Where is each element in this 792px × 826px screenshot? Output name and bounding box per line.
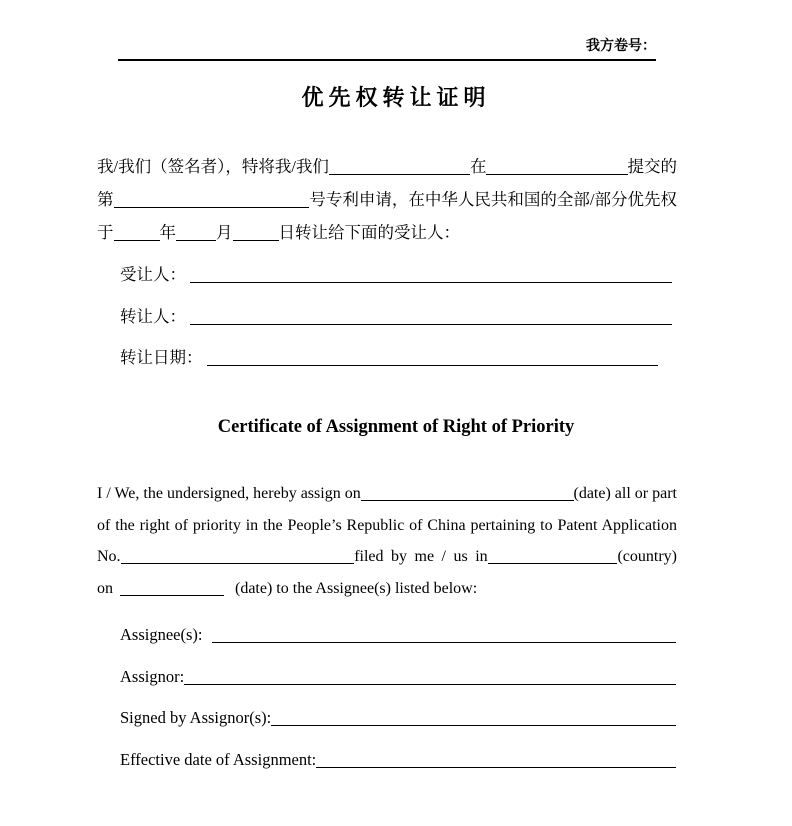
chinese-paragraph [97,146,677,245]
text-run: (date) all or part [573,485,677,502]
blank-assignment-date-zh-line [207,365,659,366]
docket-label: 我方卷号： [586,39,656,54]
blank-effective-date-en-line [316,767,676,768]
blank-assignor-zh-line [190,324,672,325]
text-run: of the right of priority in the People’s Republic of China pertaining to Patent Application [97,516,677,534]
text-run: I / We, the undersigned, hereby assign on [97,485,361,502]
field-label: 转让日期： [120,348,203,367]
zh-blank-application-no-line [114,207,310,208]
text-run: 我/我们（签名者），特将我/我们 [97,157,329,176]
en-blank-country-line [488,563,618,564]
text-run: No. [97,548,121,565]
text-run: 号专利申请，在中华人民共和国的全部/部分优先权 [309,190,677,209]
text-run: 第 [97,190,114,209]
text-run: (country) [617,548,677,565]
field-label: Effective date of Assignment: [120,749,317,769]
blank-assignee-zh-line [190,282,672,283]
zh-blank-year-line [114,240,160,241]
en-blank-assign-date-line [361,500,574,501]
field-row-assignees-en [120,625,676,647]
english-paragraph [97,479,677,605]
field-label: Assignee(s): [120,625,203,644]
text-run: 月 [216,223,233,242]
blank-assignor-en-line [184,684,676,685]
blank-signature-en-line [271,725,676,726]
zh-blank-filing-date-line [329,174,470,175]
zh-blank-day-line [233,240,279,241]
english-fields [120,625,676,791]
text-run: 于 [97,223,114,242]
en-para-line-4 [97,574,677,606]
field-label: Assignor: [120,666,185,686]
en-blank-filing-date-line [120,595,224,596]
en-blank-application-no-line [121,563,355,564]
english-title: Certificate of Assignment of Right of Priority [217,417,575,437]
zh-para-line-2 [97,179,677,212]
text-run: filed by me / us in [354,548,488,565]
docket-number-rule [118,38,656,61]
en-para-line-2 [97,511,677,543]
text-run: 在 [469,157,487,176]
text-run: on [97,579,113,597]
chinese-fields [120,261,672,386]
field-label: 转让人： [120,306,186,326]
field-label: Signed by Assignor(s): [120,708,272,727]
chinese-title: 优先权转让证明 [301,85,491,110]
en-para-line-1 [97,479,677,511]
text-run: 日转让给下面的受让人： [278,223,460,242]
text-run: 年 [159,223,176,242]
blank-assignees-en-line [212,642,676,643]
en-para-line-3 [97,542,677,574]
zh-blank-country-line [486,174,627,175]
zh-para-line-3 [97,212,677,245]
field-row-signed-by-assignor-en [120,708,676,730]
text-run: 提交的 [627,157,678,176]
field-row-assignor-en [120,667,676,689]
field-label: 受让人： [120,265,186,284]
field-row-assignor-zh [120,303,672,325]
field-row-assignee-zh [120,261,672,283]
field-row-assignment-date-zh [120,344,672,366]
zh-para-line-1 [97,146,677,179]
zh-blank-month-line [176,240,216,241]
field-row-effective-date-en [120,750,676,772]
text-run: (date) to the Assignee(s) listed below: [235,579,478,597]
